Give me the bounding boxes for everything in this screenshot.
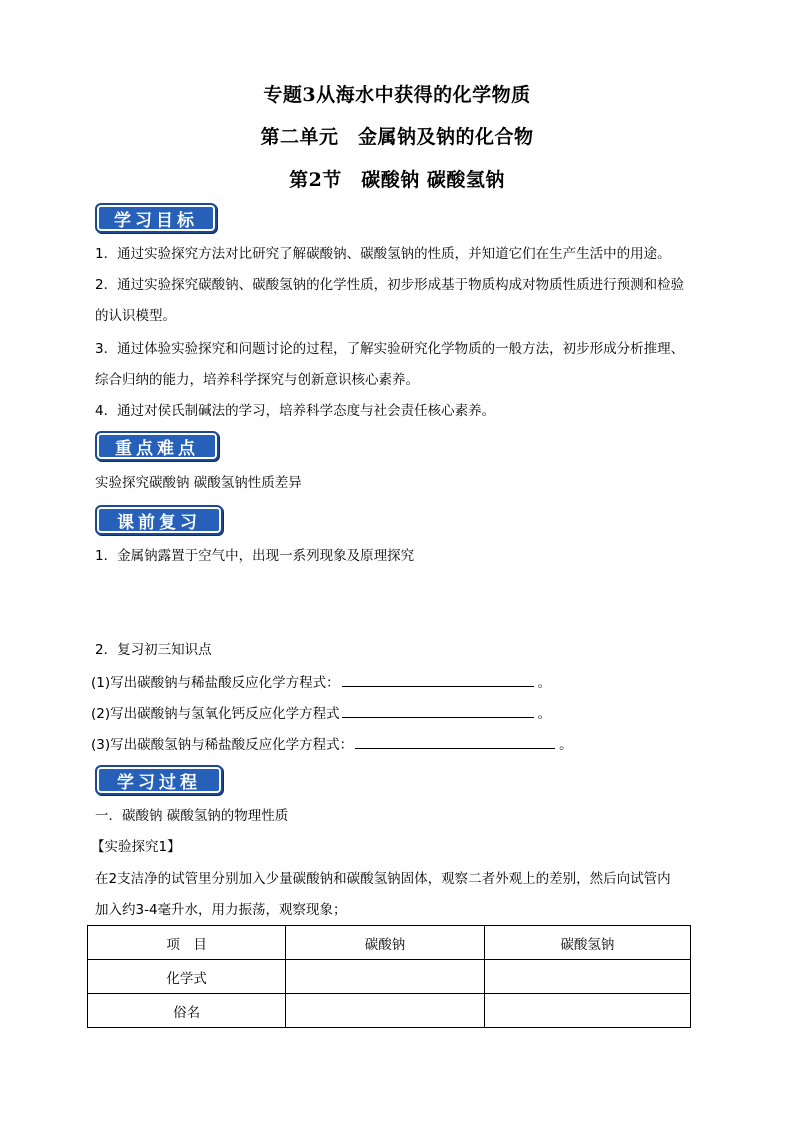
properties-table (87, 925, 691, 1028)
table-cell: 化学式 (88, 960, 286, 994)
topic-title: 专题3从海水中获得的化学物质 (263, 84, 531, 106)
goal-item: 4．通过对侯氏制碱法的学习，培养科学态度与社会责任核心素养。 (95, 403, 496, 419)
answer-blank[interactable] (342, 672, 534, 687)
end-mark: 。 (559, 737, 573, 753)
process-badge: 学习过程 (95, 765, 223, 795)
goals-badge: 学习目标 (95, 203, 217, 233)
process-heading: 一．碳酸钠 碳酸氢钠的物理性质 (95, 808, 289, 824)
table-cell[interactable] (484, 960, 690, 994)
answer-blank[interactable] (355, 734, 555, 749)
review-question-2-2 (91, 703, 551, 724)
review-question-2-1 (91, 672, 551, 693)
end-mark: 。 (537, 675, 552, 691)
goal-item: 的认识模型。 (95, 308, 176, 324)
table-header: 项 目 (88, 926, 286, 960)
experiment-label: 【实验探究1】 (91, 839, 181, 855)
question-text: (3)写出碳酸氢钠与稀盐酸反应化学方程式： (91, 737, 354, 753)
experiment-description: 加入约3-4毫升水，用力振荡，观察现象； (95, 902, 347, 918)
key-points-text: 实验探究碳酸钠 碳酸氢钠性质差异 (95, 475, 302, 491)
table-header: 碳酸氢钠 (484, 926, 690, 960)
key-points-badge: 重点难点 (95, 431, 219, 461)
question-text: (1)写出碳酸钠与稀盐酸反应化学方程式： (91, 675, 340, 691)
table-cell: 俗名 (88, 994, 286, 1028)
table-header: 碳酸钠 (286, 926, 484, 960)
section-title: 第2节 碳酸钠 碳酸氢钠 (289, 169, 505, 191)
review-question-2-3 (91, 734, 573, 755)
review-question-2: 2．复习初三知识点 (95, 642, 212, 658)
answer-blank[interactable] (342, 703, 534, 718)
goal-item: 综合归纳的能力，培养科学探究与创新意识核心素养。 (95, 372, 419, 388)
goal-item: 2．通过实验探究碳酸钠、碳酸氢钠的化学性质，初步形成基于物质构成对物质性质进行预测和检验 (95, 277, 685, 293)
table-row (88, 994, 691, 1028)
question-text: (2)写出碳酸钠与氢氧化钙反应化学方程式 (91, 706, 340, 722)
goal-item: 1．通过实验探究方法对比研究了解碳酸钠、碳酸氢钠的性质，并知道它们在生产生活中的用途。 (95, 246, 671, 262)
table-header-row (88, 926, 691, 960)
table-cell[interactable] (484, 994, 690, 1028)
review-question-1: 1．金属钠露置于空气中，出现一系列现象及原理探究 (95, 548, 415, 564)
table-row (88, 960, 691, 994)
table-cell[interactable] (286, 994, 484, 1028)
review-badge: 课前复习 (95, 505, 223, 535)
unit-title: 第二单元 金属钠及钠的化合物 (260, 126, 534, 148)
end-mark: 。 (537, 706, 552, 722)
goal-item: 3．通过体验实验探究和问题讨论的过程，了解实验研究化学物质的一般方法，初步形成分析推理、 (95, 341, 685, 357)
experiment-description: 在2支洁净的试管里分别加入少量碳酸钠和碳酸氢钠固体，观察二者外观上的差别，然后向试管内 (95, 871, 671, 887)
table-cell[interactable] (286, 960, 484, 994)
